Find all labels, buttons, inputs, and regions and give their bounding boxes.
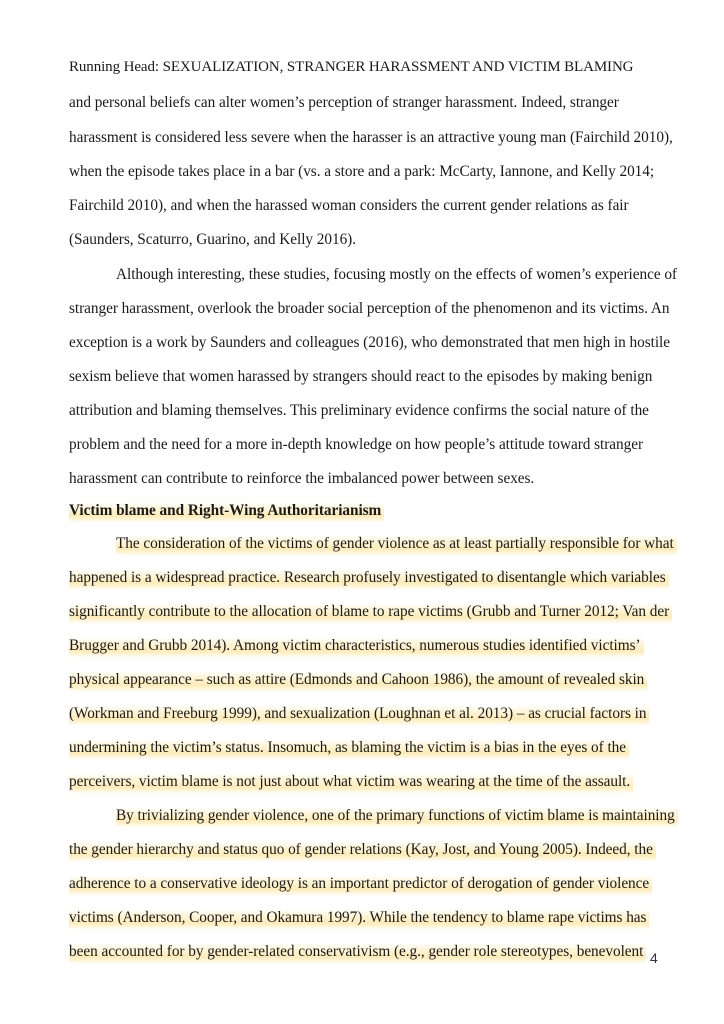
line-text: problem and the need for a more in-depth knowledge on how people’s attitude toward stranger [69,436,644,453]
line-text: when the episode takes place in a bar (vs. a store and a park: McCarty, Iannone, and Kelly 2014; [69,163,655,180]
line-text: attribution and blaming themselves. This preliminary evidence confirms the social nature of the [69,402,649,419]
line-text: (Saunders, Scaturro, Guarino, and Kelly 2016). [69,231,356,248]
text-line [69,636,644,656]
highlighted-text: perceivers, victim blame is not just about what victim was wearing at the time of the assault. [69,773,633,793]
text-line [69,435,643,455]
text-line [69,942,646,962]
line-text: stranger harassment, overlook the broader social perception of the phenomenon and its victims. An [69,300,670,317]
line-text: harassment can contribute to reinforce the imbalanced power between sexes. [69,470,535,487]
text-line [69,299,669,319]
highlighted-text: been accounted for by gender-related conservativism (e.g., gender role stereotypes, benevolent [69,943,646,963]
text-line [69,367,652,387]
highlighted-text: physical appearance – such as attire (Edmonds and Cahoon 1986), the amount of revealed skin [69,671,647,691]
highlighted-text: significantly contribute to the allocation of blame to rape victims (Grubb and Turner 2012; Van der [69,603,672,623]
text-line [69,230,356,250]
text-line [69,840,656,860]
section-heading [69,501,384,521]
highlighted-text: victims (Anderson, Cooper, and Okamura 1997). While the tendency to blame rape victims has [69,909,649,929]
text-line [69,93,619,113]
text-line [69,128,673,148]
text-line [69,670,647,690]
text-line [69,162,654,182]
page-number: 4 [650,950,658,966]
highlighted-text: By trivializing gender violence, one of the primary functions of victim blame is maintaining [116,807,678,827]
line-text: Although interesting, these studies, focusing mostly on the effects of women’s experience of [116,266,677,283]
text-line [69,401,649,421]
text-line [69,772,633,792]
line-text: Fairchild 2010), and when the harassed woman considers the current gender relations as fair [69,197,629,214]
text-line [69,333,670,353]
line-text: harassment is considered less severe when the harasser is an attractive young man (Fairchild 2010), [69,129,673,146]
highlighted-text: the gender hierarchy and status quo of gender relations (Kay, Jost, and Young 2005). Indeed, the [69,841,656,861]
text-line [69,568,669,588]
highlighted-text: Victim blame and Right-Wing Authoritarianism [69,502,384,522]
text-line [116,265,677,285]
highlighted-text: Brugger and Grubb 2014). Among victim characteristics, numerous studies identified victims’ [69,637,644,657]
line-text: sexism believe that women harassed by strangers should react to the episodes by making benign [69,368,653,385]
text-line [69,704,649,724]
highlighted-text: adherence to a conservative ideology is an important predictor of derogation of gender violence [69,875,652,895]
highlighted-text: undermining the victim’s status. Insomuch, as blaming the victim is a bias in the eyes of the [69,739,629,759]
line-text: exception is a work by Saunders and colleagues (2016), who demonstrated that men high in hostile [69,334,670,351]
highlighted-text: The consideration of the victims of gender violence as at least partially responsible for what [116,535,677,555]
text-line [69,469,534,489]
text-line [69,602,672,622]
highlighted-text: happened is a widespread practice. Research profusely investigated to disentangle which variables [69,569,669,589]
text-line [69,908,649,928]
text-line [116,806,678,826]
text-line [69,738,629,758]
line-text: and personal beliefs can alter women’s perception of stranger harassment. Indeed, stranger [69,94,619,111]
running-head: Running Head: SEXUALIZATION, STRANGER HARASSMENT AND VICTIM BLAMING [69,59,634,75]
text-line [116,534,677,554]
text-line [69,196,629,216]
text-line [69,874,652,894]
highlighted-text: (Workman and Freeburg 1999), and sexualization (Loughnan et al. 2013) – as crucial factors in [69,705,649,725]
